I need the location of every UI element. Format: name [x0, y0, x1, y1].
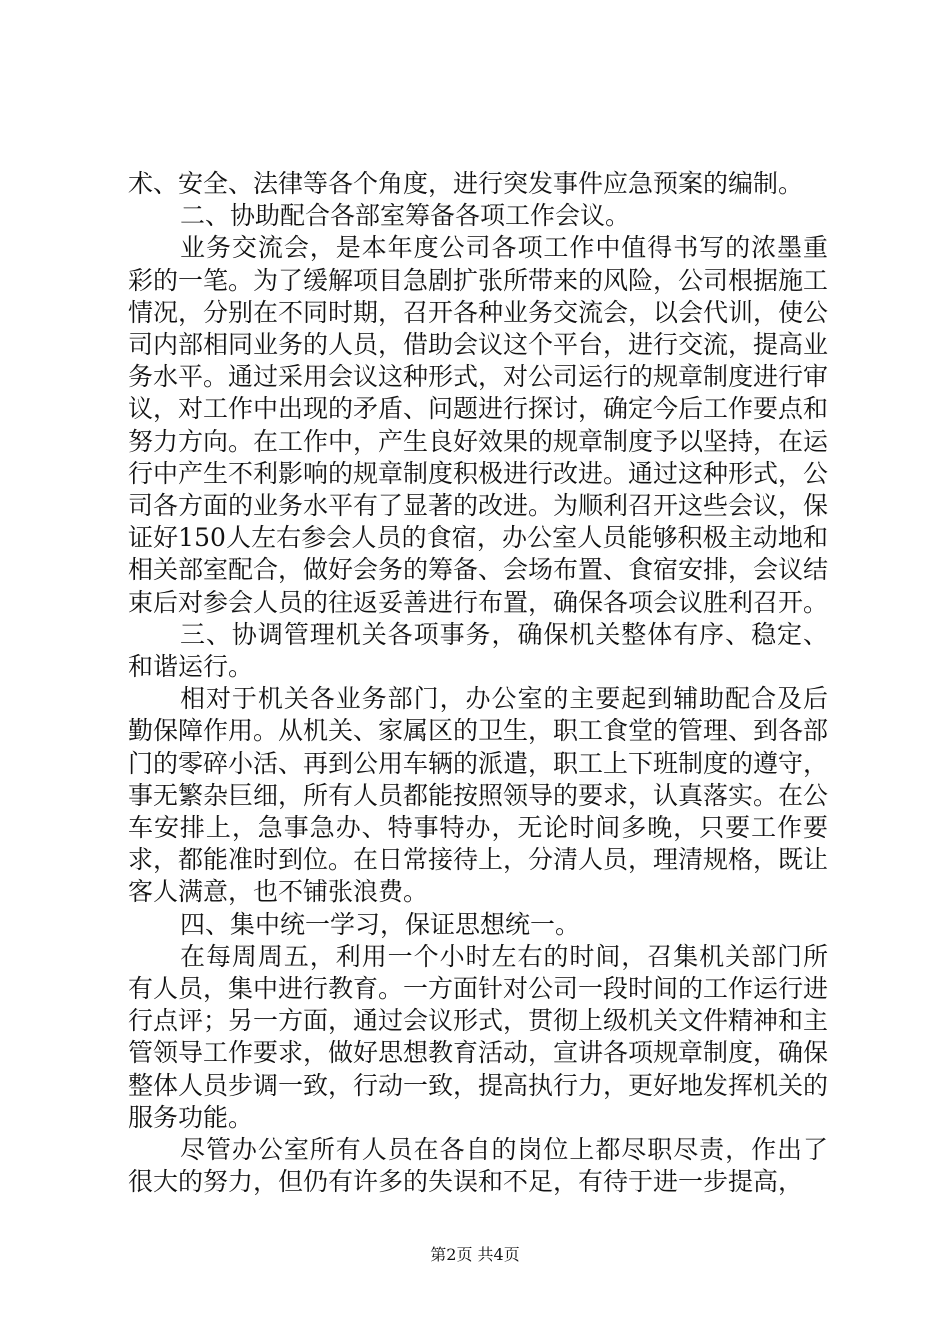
- document-body: [128, 168, 828, 1199]
- paragraph: 在每周周五，利用一个小时左右的时间，召集机关部门所有人员，集中进行教育。一方面针对公司一段时间的工作运行进行点评；另一方面，通过会议形式，贯彻上级机关文件精神和主管领导工作要求，做好思想教育活动，宣讲各项规章制度，确保整体人员步调一致，行动一致，提高执行力，更好地发挥机关的服务功能。: [128, 941, 829, 1132]
- page-number-footer: 第2页 共4页: [430, 1245, 520, 1264]
- section-heading-3: 三、协调管理机关各项事务，确保机关整体有序、稳定、和谐运行。: [128, 619, 828, 682]
- paragraph: 相对于机关各业务部门，办公室的主要起到辅助配合及后勤保障作用。从机关、家属区的卫生，职工食堂的管理、到各部门的零碎小活、再到公用车辆的派遣，职工上下班制度的遵守，事无繁杂巨细，所有人员都能按照领导的要求，认真落实。在公车安排上，急事急办、特事特办，无论时间多晚，只要工作要求，都能准时到位。在日常接待上，分清人员，理清规格，既让客人满意，也不铺张浪费。: [128, 684, 829, 907]
- paragraph: 术、安全、法律等各个角度，进行突发事件应急预案的编制。: [128, 169, 804, 198]
- section-heading-2: 二、协助配合各部室筹备各项工作会议。: [180, 201, 631, 231]
- paragraph: 业务交流会，是本年度公司各项工作中值得书写的浓墨重彩的一笔。为了缓解项目急剧扩张所带来的风险，公司根据施工情况，分别在不同时期，召开各种业务交流会，以会代训，使公司内部相同业务的人员，借助会议这个平台，进行交流，提高业务水平。通过采用会议这种形式，对公司运行的规章制度进行审议，对工作中出现的矛盾、问题进行探讨，确定今后工作要点和努力方向。在工作中，产生良好效果的规章制度予以坚持，在运行中产生不利影响的规章制度积极进行改进。通过这种形式，公司各方面的业务水平有了显著的改进。为顺利召开这些会议，保证好150人左右参会人员的食宿，办公室人员能够积极主动地和相关部室配合，做好会务的筹备、会场布置、食宿安排，会议结束后对参会人员的往返妥善进行布置，确保各项会议胜利召开。: [128, 233, 829, 617]
- paragraph: 尽管办公室所有人员在各自的岗位上都尽职尽责，作出了很大的努力，但仍有许多的失误和不足，有待于进一步提高，: [128, 1135, 828, 1197]
- section-heading-4: 四、集中统一学习，保证思想统一。: [180, 909, 581, 939]
